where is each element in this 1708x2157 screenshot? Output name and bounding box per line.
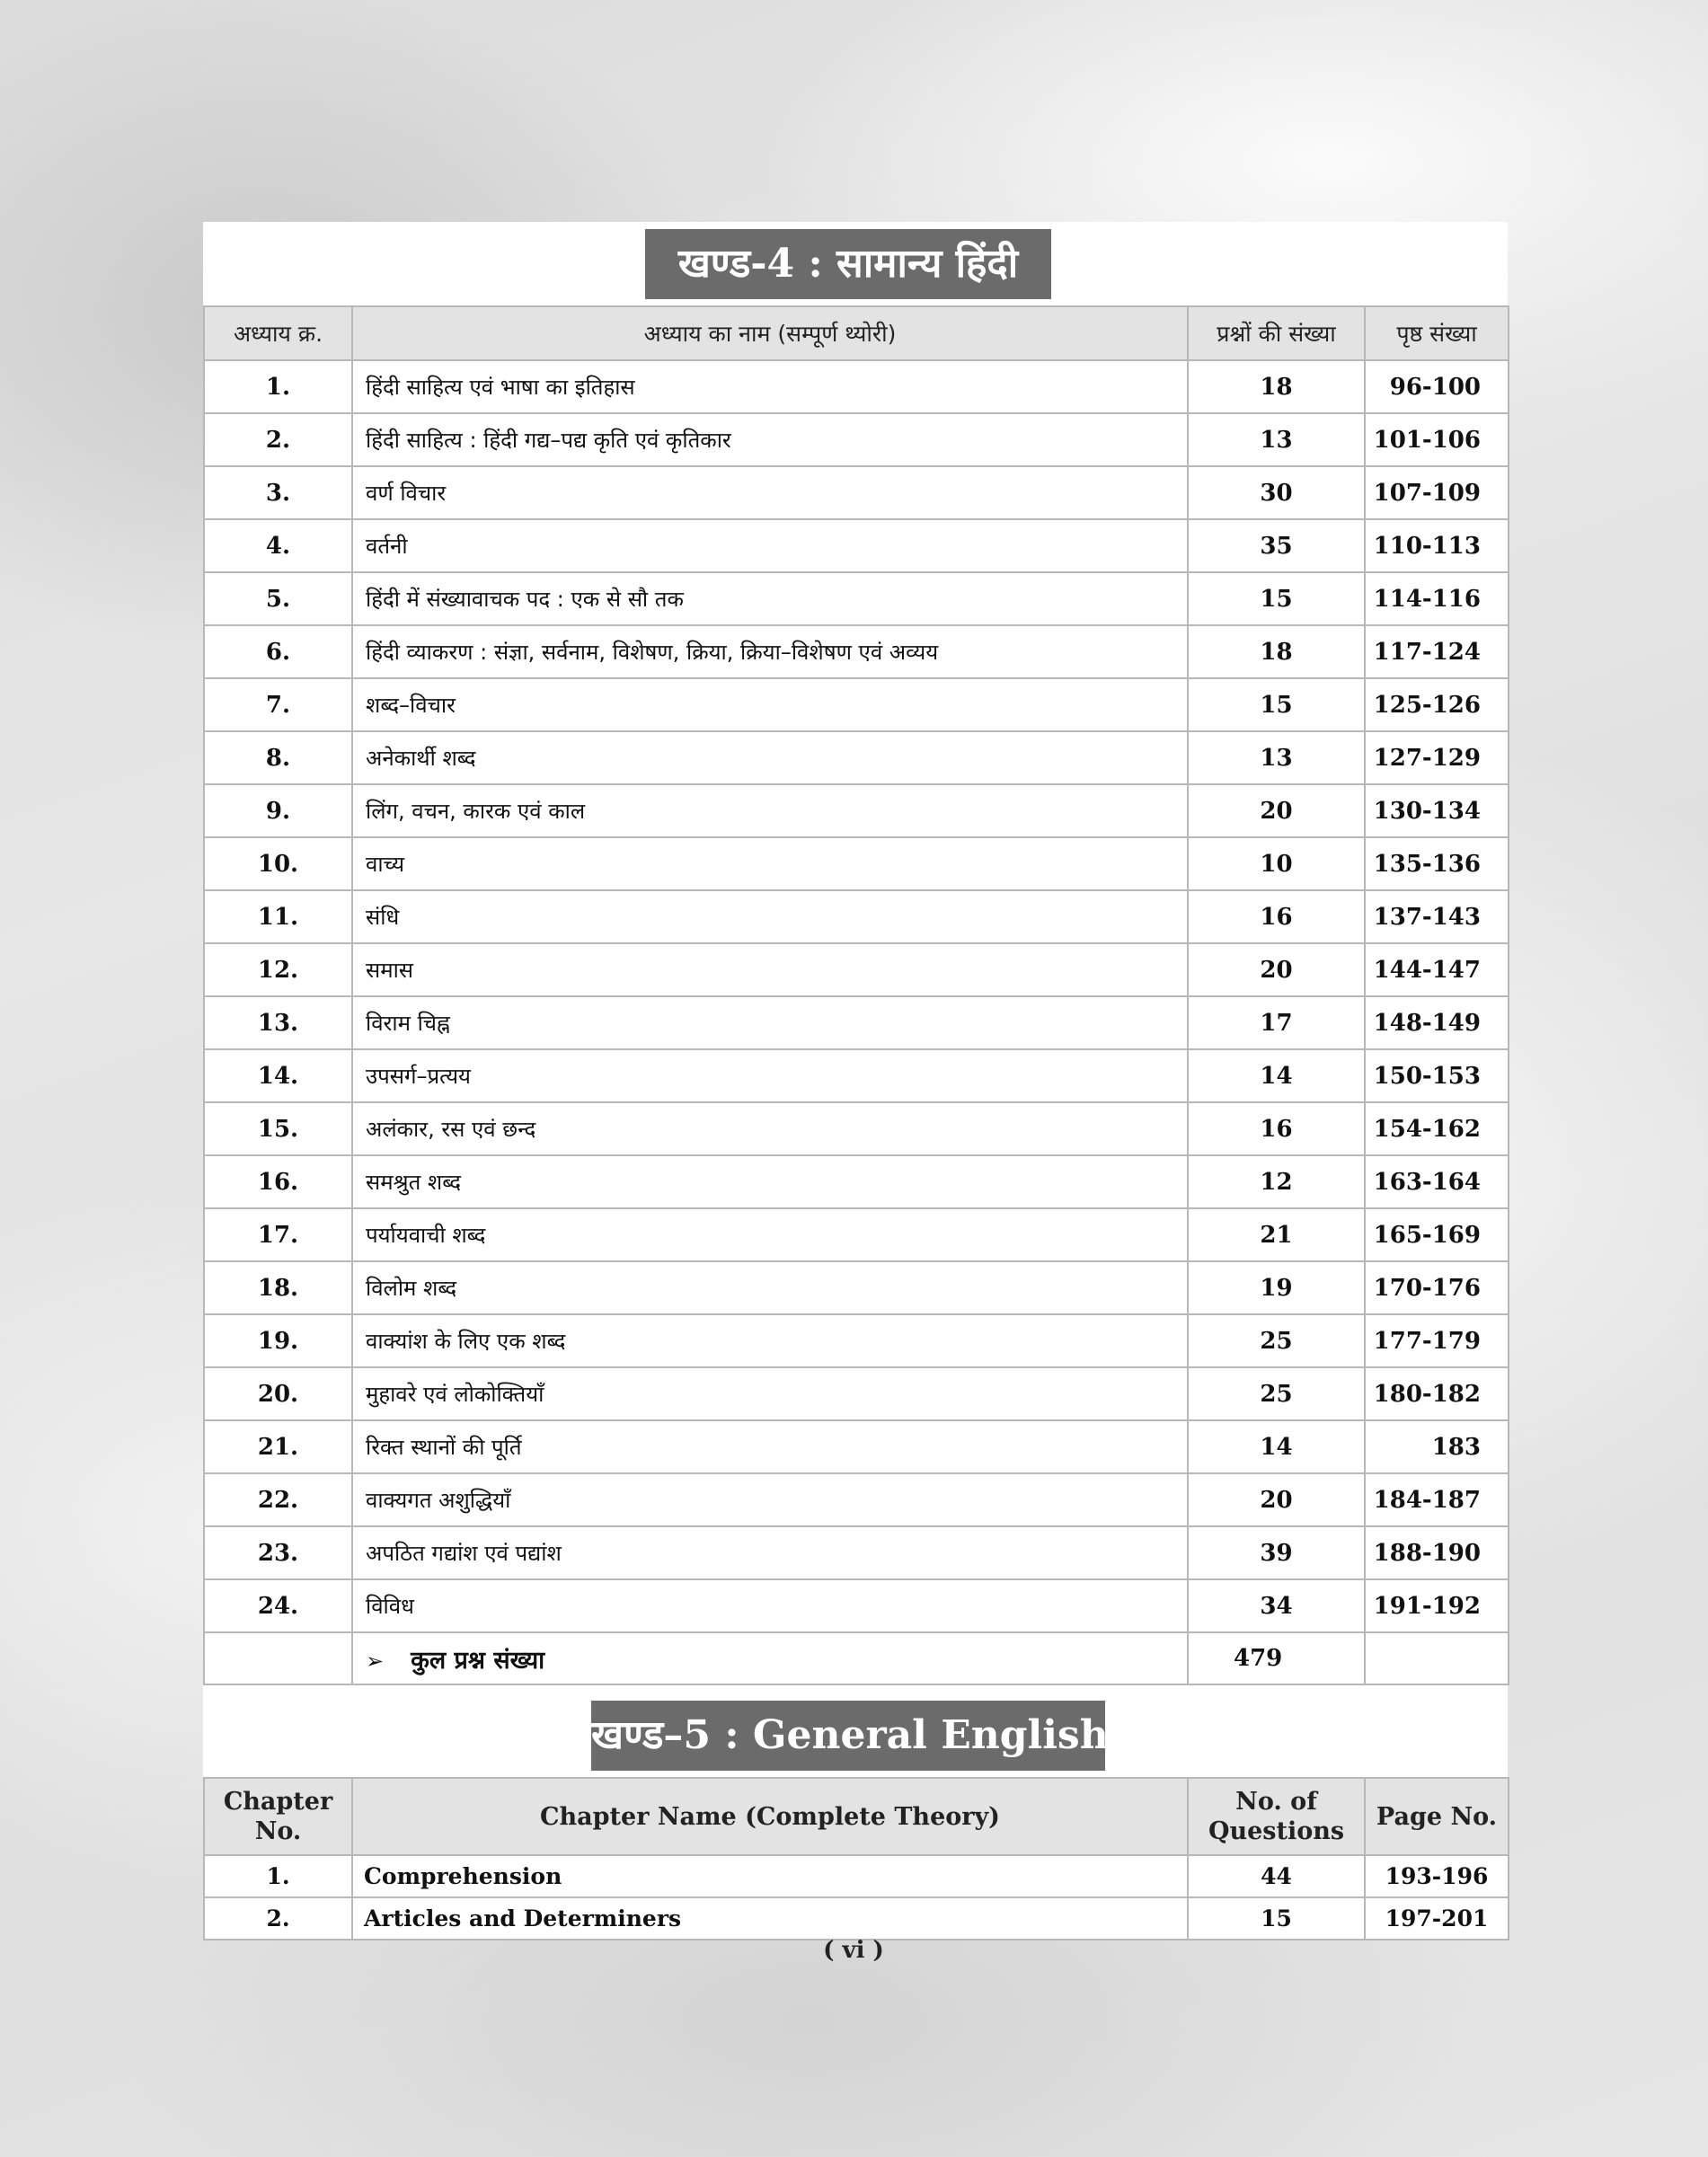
page-range: 127-129 (1365, 731, 1509, 784)
chapter-name: विविध (352, 1579, 1188, 1632)
section-5-rows (204, 1855, 1509, 1940)
table-row (204, 1155, 1509, 1208)
page-range: 188-190 (1365, 1526, 1509, 1579)
chapter-number: 2. (204, 1897, 352, 1940)
question-count: 16 (1188, 890, 1365, 943)
chapter-number: 2. (204, 413, 352, 466)
question-count: 10 (1188, 837, 1365, 890)
page-range: 148-149 (1365, 996, 1509, 1049)
chapter-number: 13. (204, 996, 352, 1049)
section-4-rows (204, 360, 1509, 1632)
chapter-number: 16. (204, 1155, 352, 1208)
table-header-row (204, 306, 1509, 360)
table-row (204, 1261, 1509, 1314)
chapter-number: 7. (204, 678, 352, 731)
question-count: 14 (1188, 1420, 1365, 1473)
header-chapter-no: अध्याय क्र. (204, 306, 352, 360)
chapter-number: 10. (204, 837, 352, 890)
chapter-number: 12. (204, 943, 352, 996)
header-page: Page No. (1365, 1778, 1509, 1855)
chapter-name: पर्यायवाची शब्द (352, 1208, 1188, 1261)
question-count: 18 (1188, 625, 1365, 678)
page-range: 184-187 (1365, 1473, 1509, 1526)
chapter-name: लिंग, वचन, कारक एवं काल (352, 784, 1188, 837)
table-row (204, 678, 1509, 731)
header-chapter-name: अध्याय का नाम (सम्पूर्ण थ्योरी) (352, 306, 1188, 360)
question-count: 44 (1188, 1855, 1365, 1897)
question-count: 15 (1188, 678, 1365, 731)
table-row (204, 1855, 1509, 1897)
chapter-number: 23. (204, 1526, 352, 1579)
table-row (204, 1420, 1509, 1473)
page-range: 101-106 (1365, 413, 1509, 466)
page-range: 144-147 (1365, 943, 1509, 996)
page-range: 170-176 (1365, 1261, 1509, 1314)
table-row (204, 413, 1509, 466)
chapter-name: Articles and Determiners (352, 1897, 1188, 1940)
table-row (204, 1367, 1509, 1420)
total-blank-cell (204, 1632, 352, 1684)
table-row (204, 1314, 1509, 1367)
chapter-name: समश्रुत शब्द (352, 1155, 1188, 1208)
header-questions: No. of Questions (1188, 1778, 1365, 1855)
question-count: 25 (1188, 1367, 1365, 1420)
page-range: 114-116 (1365, 572, 1509, 625)
chapter-name: वर्तनी (352, 519, 1188, 572)
table-row (204, 1102, 1509, 1155)
chapter-number: 6. (204, 625, 352, 678)
chapter-number: 18. (204, 1261, 352, 1314)
page-range: 183 (1365, 1420, 1509, 1473)
chapter-number: 21. (204, 1420, 352, 1473)
question-count: 30 (1188, 466, 1365, 519)
chapter-name: संधि (352, 890, 1188, 943)
chapter-number: 3. (204, 466, 352, 519)
question-count: 21 (1188, 1208, 1365, 1261)
total-row (204, 1632, 1509, 1684)
page-range: 125-126 (1365, 678, 1509, 731)
page-number: ( vi ) (823, 1937, 884, 1964)
chapter-number: 1. (204, 360, 352, 413)
question-count: 20 (1188, 943, 1365, 996)
page-range: 137-143 (1365, 890, 1509, 943)
total-label-cell (352, 1632, 1188, 1684)
table-row (204, 625, 1509, 678)
question-count: 14 (1188, 1049, 1365, 1102)
question-count: 20 (1188, 1473, 1365, 1526)
question-count: 25 (1188, 1314, 1365, 1367)
page-range: 130-134 (1365, 784, 1509, 837)
chapter-name: Comprehension (352, 1855, 1188, 1897)
page-range: 180-182 (1365, 1367, 1509, 1420)
question-count: 13 (1188, 413, 1365, 466)
arrow-bullet-icon: ➢ (366, 1648, 385, 1674)
chapter-name: वाच्य (352, 837, 1188, 890)
page-range: 107-109 (1365, 466, 1509, 519)
table-row (204, 466, 1509, 519)
table-row (204, 1473, 1509, 1526)
question-count: 12 (1188, 1155, 1365, 1208)
table-row (204, 890, 1509, 943)
chapter-number: 14. (204, 1049, 352, 1102)
chapter-name: हिंदी साहित्य एवं भाषा का इतिहास (352, 360, 1188, 413)
table-row (204, 519, 1509, 572)
table-row (204, 360, 1509, 413)
table-row (204, 1897, 1509, 1940)
header-questions: प्रश्नों की संख्या (1188, 306, 1365, 360)
page-range: 191-192 (1365, 1579, 1509, 1632)
chapter-number: 22. (204, 1473, 352, 1526)
page-range: 165-169 (1365, 1208, 1509, 1261)
page-range: 154-162 (1365, 1102, 1509, 1155)
chapter-number: 20. (204, 1367, 352, 1420)
chapter-name: वर्ण विचार (352, 466, 1188, 519)
table-row (204, 1049, 1509, 1102)
chapter-number: 4. (204, 519, 352, 572)
question-count: 15 (1188, 572, 1365, 625)
table-row (204, 572, 1509, 625)
chapter-name: अनेकार्थी शब्द (352, 731, 1188, 784)
page-range: 163-164 (1365, 1155, 1509, 1208)
chapter-number: 9. (204, 784, 352, 837)
section-4-table (203, 305, 1509, 1685)
section-4-title: खण्ड-4 : सामान्य हिंदी (645, 229, 1051, 299)
chapter-number: 1. (204, 1855, 352, 1897)
question-count: 20 (1188, 784, 1365, 837)
chapter-name: उपसर्ग–प्रत्यय (352, 1049, 1188, 1102)
chapter-name: विलोम शब्द (352, 1261, 1188, 1314)
chapter-name: अलंकार, रस एवं छन्द (352, 1102, 1188, 1155)
section-5-title: खण्ड–5 : General English (591, 1701, 1105, 1771)
chapter-name: रिक्त स्थानों की पूर्ति (352, 1420, 1188, 1473)
total-page-blank (1365, 1632, 1509, 1684)
question-count: 16 (1188, 1102, 1365, 1155)
chapter-number: 5. (204, 572, 352, 625)
table-row (204, 943, 1509, 996)
header-chapter-no: Chapter No. (204, 1778, 352, 1855)
page-range: 96-100 (1365, 360, 1509, 413)
question-count: 13 (1188, 731, 1365, 784)
question-count: 39 (1188, 1526, 1365, 1579)
total-questions-value: 479 (1188, 1632, 1365, 1684)
question-count: 34 (1188, 1579, 1365, 1632)
page-range: 135-136 (1365, 837, 1509, 890)
chapter-name: वाक्यांश के लिए एक शब्द (352, 1314, 1188, 1367)
chapter-name: हिंदी साहित्य : हिंदी गद्य–पद्य कृति एवं कृतिकार (352, 413, 1188, 466)
total-label: कुल प्रश्न संख्या (411, 1646, 545, 1675)
page-range: 197-201 (1365, 1897, 1509, 1940)
table-header-row (204, 1778, 1509, 1855)
chapter-number: 8. (204, 731, 352, 784)
page-range: 117-124 (1365, 625, 1509, 678)
page-range: 110-113 (1365, 519, 1509, 572)
chapter-number: 15. (204, 1102, 352, 1155)
question-count: 17 (1188, 996, 1365, 1049)
table-row (204, 1526, 1509, 1579)
chapter-name: अपठित गद्यांश एवं पद्यांश (352, 1526, 1188, 1579)
table-row (204, 837, 1509, 890)
chapter-name: शब्द–विचार (352, 678, 1188, 731)
table-row (204, 996, 1509, 1049)
chapter-name: वाक्यगत अशुद्धियाँ (352, 1473, 1188, 1526)
chapter-name: मुहावरे एवं लोकोक्तियाँ (352, 1367, 1188, 1420)
chapter-name: विराम चिह्न (352, 996, 1188, 1049)
table-row (204, 784, 1509, 837)
page-range: 193-196 (1365, 1855, 1509, 1897)
table-row (204, 1579, 1509, 1632)
chapter-name: हिंदी व्याकरण : संज्ञा, सर्वनाम, विशेषण, क्रिया, क्रिया–विशेषण एवं अव्यय (352, 625, 1188, 678)
chapter-number: 11. (204, 890, 352, 943)
chapter-number: 19. (204, 1314, 352, 1367)
chapter-name: समास (352, 943, 1188, 996)
section-5-table (203, 1777, 1509, 1940)
question-count: 19 (1188, 1261, 1365, 1314)
chapter-name: हिंदी में संख्यावाचक पद : एक से सौ तक (352, 572, 1188, 625)
table-row (204, 731, 1509, 784)
header-page: पृष्ठ संख्या (1365, 306, 1509, 360)
question-count: 35 (1188, 519, 1365, 572)
chapter-number: 17. (204, 1208, 352, 1261)
question-count: 18 (1188, 360, 1365, 413)
header-chapter-name: Chapter Name (Complete Theory) (352, 1778, 1188, 1855)
question-count: 15 (1188, 1897, 1365, 1940)
table-row (204, 1208, 1509, 1261)
chapter-number: 24. (204, 1579, 352, 1632)
page-range: 150-153 (1365, 1049, 1509, 1102)
page-range: 177-179 (1365, 1314, 1509, 1367)
